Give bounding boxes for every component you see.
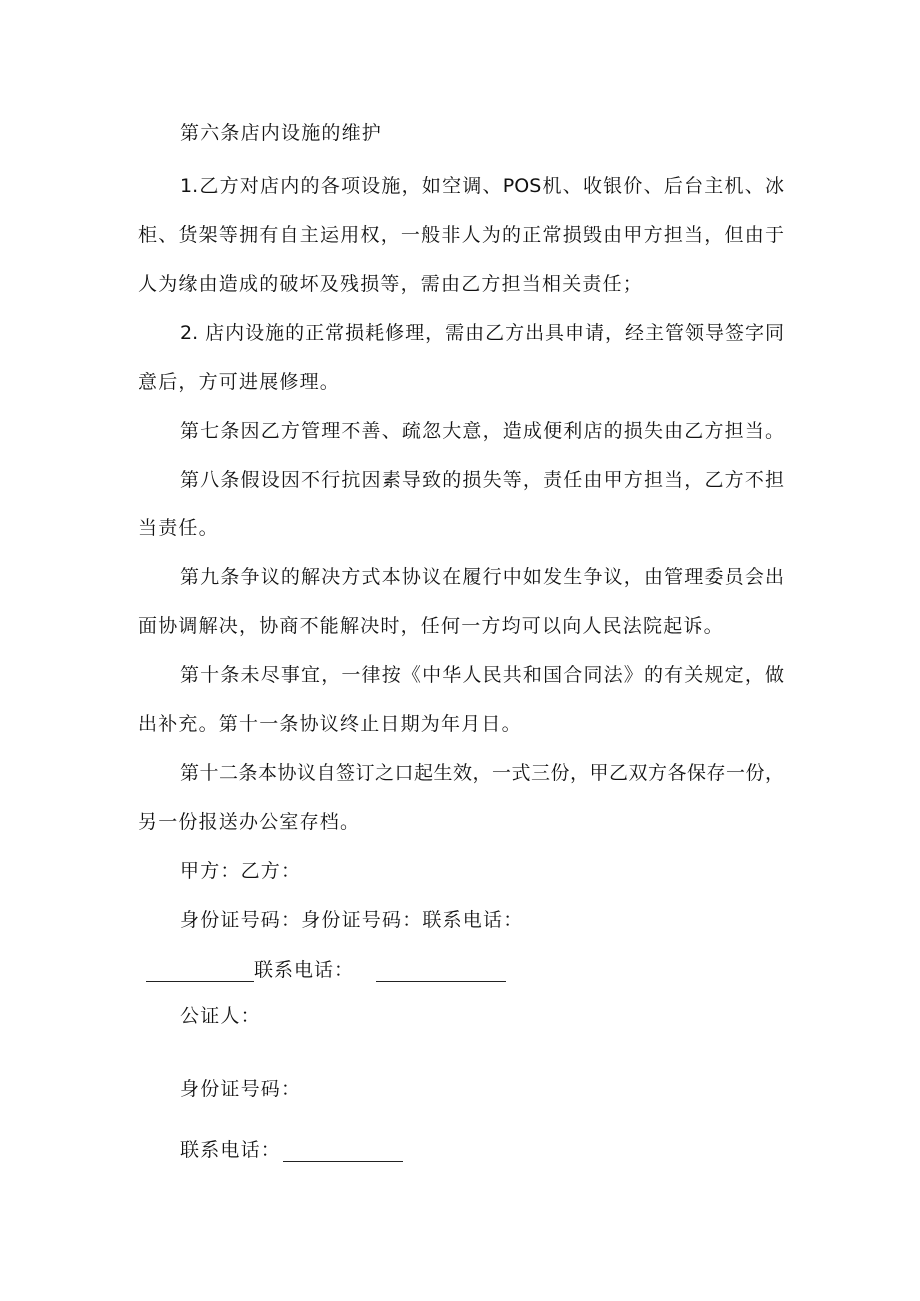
blank-line xyxy=(146,961,254,982)
article9-line2: 面协调解决，协商不能解决时，任何一方均可以向人民法院起诉。 xyxy=(138,615,724,637)
article12-line1: 第十二条本协议自签订之口起生效，一式三份，甲乙双方各保存一份， xyxy=(180,762,784,784)
signature-id-phone: 身份证号码：身份证号码：联系电话： xyxy=(180,909,524,931)
notary-phone-line xyxy=(180,1138,403,1162)
signature-phone-line xyxy=(146,958,506,982)
article6-title: 第六条店内设施的维护 xyxy=(180,122,383,144)
article8-line2: 当责任。 xyxy=(138,517,219,539)
article6-item1-line1: 1.乙方对店内的各项设施，如空调、POS机、收银价、后台主机、冰 xyxy=(180,175,784,197)
article6-item2-line2: 意后，方可进展修理。 xyxy=(138,371,341,393)
article8-line1: 第八条假设因不行抗因素导致的损失等，责任由甲方担当，乙方不担 xyxy=(180,469,784,491)
article10-line2: 出补充。第十一条协议终止日期为年月日。 xyxy=(138,713,522,735)
article9-line1: 第九条争议的解决方式本协议在履行中如发生争议，由管理委员会出 xyxy=(180,566,784,588)
blank-line xyxy=(283,1141,403,1162)
notary-label: 公证人： xyxy=(180,1005,261,1027)
article7: 第七条因乙方管理不善、疏忽大意，造成便利店的损失由乙方担当。 xyxy=(180,420,784,442)
article6-item2-line1: 2. 店内设施的正常损耗修理，需由乙方出具申请，经主管领导签字同 xyxy=(180,322,784,344)
notary-id-label: 身份证号码： xyxy=(180,1078,302,1100)
signature-parties: 甲方：乙方： xyxy=(180,860,302,882)
article6-item1-line2: 柜、货架等拥有自主运用权，一般非人为的正常损毁由甲方担当，但由于 xyxy=(138,224,784,246)
blank-line xyxy=(376,961,506,982)
article10-line1: 第十条未尽事宜，一律按《中华人民共和国合同法》的有关规定，做 xyxy=(180,664,784,686)
notary-phone-label: 联系电话： xyxy=(180,1139,282,1161)
article12-line2: 另一份报送办公室存档。 xyxy=(138,811,361,833)
article6-item1-line3: 人为缘由造成的破坏及残损等，需由乙方担当相关责任； xyxy=(138,273,644,295)
signature-phone-label: 联系电话： xyxy=(254,959,355,981)
